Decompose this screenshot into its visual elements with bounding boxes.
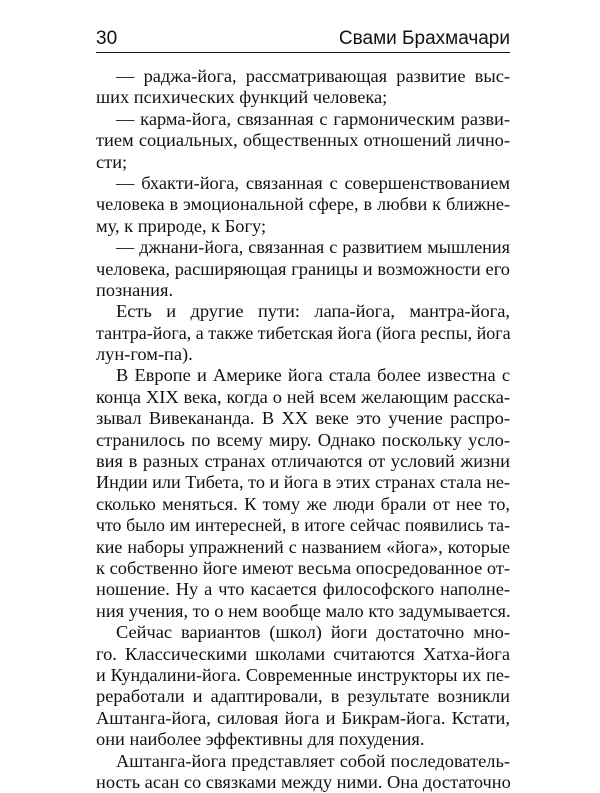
text-line: — бхакти-йога, связанная с совершенствованием bbox=[116, 172, 510, 193]
running-title: Свами Брахмачари bbox=[338, 28, 510, 49]
text-line: тием социальных, общественных отношений лично- bbox=[96, 130, 510, 151]
header-rule bbox=[96, 52, 510, 53]
text-line: лун-гом-па). bbox=[96, 344, 193, 365]
text-line: — раджа-йога, рассматривающая развитие выс- bbox=[116, 66, 510, 86]
text-line: го. Классическими школами считаются Хатха-йога bbox=[96, 643, 510, 664]
text-line: тантра-йога, а также тибетская йога (йога респы, йога bbox=[96, 322, 511, 343]
text-line: что было им интересней, в итоге сейчас появились та- bbox=[96, 515, 510, 536]
text-line: вия в разных странах отличаются от условий жизни bbox=[96, 451, 510, 472]
text-line: и Кундалини-йога. Современные инструкторы их пе- bbox=[96, 664, 510, 685]
text-line: Есть и другие пути: лапа-йога, мантра-йога, bbox=[116, 301, 510, 322]
text-line: человека, расширяющая границы и возможности его bbox=[96, 258, 510, 279]
text-line: Индии или Тибета, то и йога в этих странах стала не- bbox=[96, 472, 510, 493]
text-line: человека в эмоциональной сфере, в любви к ближне- bbox=[96, 194, 510, 215]
text-line: сколько меняться. К тому же люди брали от нее то, bbox=[96, 493, 510, 514]
text-line: — джнани-йога, связанная с развитием мышления bbox=[116, 237, 510, 258]
text-line: ния учения, то о нем вообще мало кто задумывается. bbox=[96, 600, 511, 621]
text-line: странилось по всему миру. Однако поскольку усло- bbox=[96, 429, 510, 450]
text-line: Аштанга-йога, силовая йога и Бикрам-йога. Кстати, bbox=[96, 707, 510, 728]
text-line: Аштанга-йога представляет собой последователь- bbox=[116, 750, 510, 771]
text-line: они наиболее эффективны для похудения. bbox=[96, 729, 425, 750]
page-header bbox=[96, 28, 510, 54]
text-line: Сейчас вариантов (школ) йоги достаточно мно- bbox=[116, 622, 510, 643]
text-line: реработали и адаптировали, в результате возникли bbox=[96, 686, 510, 707]
text-line: ношение. Ну а что касается философского наполне- bbox=[96, 579, 510, 600]
text-line: зывал Вивекананда. В XX веке это учение распро- bbox=[96, 408, 510, 429]
text-line: к собственно йоге имеют весьма опосредованное от- bbox=[96, 557, 510, 578]
text-line: конца XIX века, когда о ней всем желающим расска- bbox=[96, 386, 510, 407]
text-line: ность асан со связками между ними. Она достаточно bbox=[96, 771, 511, 792]
text-line: — карма-йога, связанная с гармоническим разви- bbox=[116, 108, 510, 129]
body-text bbox=[96, 66, 510, 793]
text-line: сти; bbox=[96, 151, 128, 172]
text-line: кие наборы упражнений с названием «йога», которые bbox=[96, 536, 510, 557]
text-line: В Европе и Америке йога стала более известна с bbox=[116, 365, 510, 386]
text-line: ших психических функций человека; bbox=[96, 87, 388, 108]
text-line: познания. bbox=[96, 279, 174, 300]
page-number: 30 bbox=[96, 28, 118, 49]
text-line: му, к природе, к Богу; bbox=[96, 215, 267, 236]
